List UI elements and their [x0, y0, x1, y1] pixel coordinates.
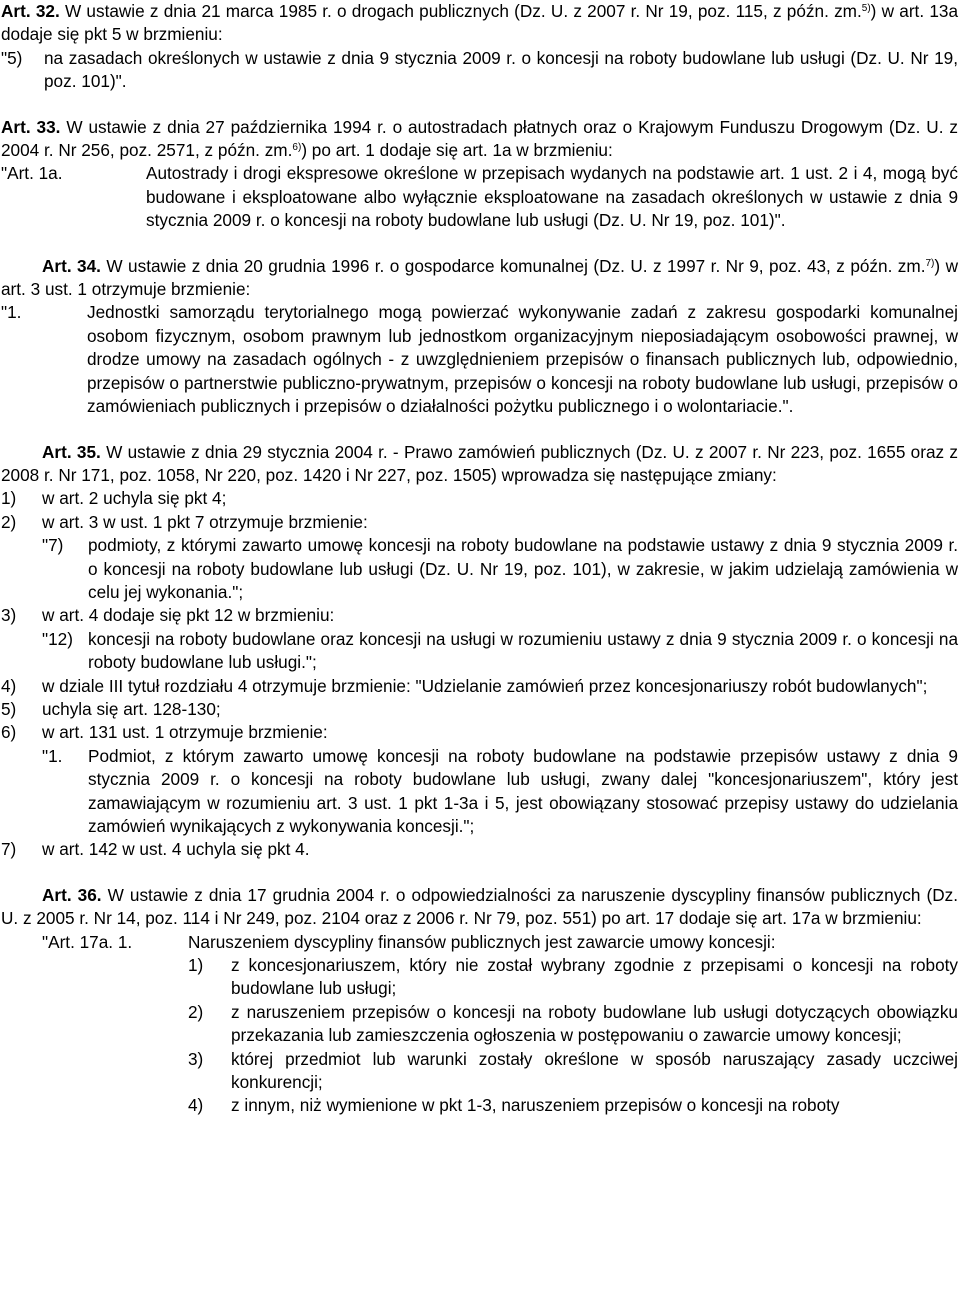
item-label: "1.	[1, 302, 22, 323]
item-text: na zasadach określonych w ustawie z dnia 9 stycznia 2009 r. o koncesji na roboty budowlane lub usługi (Dz. U. Nr 19, poz. 101)".	[44, 47, 958, 92]
list-item-label: "7)	[42, 535, 64, 556]
list-item-text: w dziale III tytuł rozdziału 4 otrzymuje brzmienie: "Udzielanie zamówień przez koncesjonariuszy robót budowlanych";	[42, 675, 928, 696]
list-item-text: w art. 131 ust. 1 otrzymuje brzmienie:	[42, 722, 328, 743]
list-item-label: 1)	[1, 488, 17, 509]
list-item	[1, 838, 958, 861]
article-36-text: W ustawie z dnia 17 grudnia 2004 r. o odpowiedzialności za naruszenie dyscypliny finansów publicznych (Dz. U. z 2005 r. Nr 14, poz. 114 i Nr 249, poz. 2104 oraz z 2006 r. Nr 79, poz. 551) po art. 17 dodaje się art. 17a w brzmieniu:	[1, 884, 958, 929]
article-33-text-cont: ) po art. 1 dodaje się art. 1a w brzmieniu:	[301, 140, 613, 161]
list-item-label: "12)	[42, 628, 73, 649]
item-label: "Art. 1a.	[1, 163, 63, 184]
list-item	[42, 628, 958, 675]
list-item-label: 1)	[188, 955, 204, 976]
list-item-text: w art. 2 uchyla się pkt 4;	[42, 488, 227, 509]
list-item-label: 6)	[1, 722, 17, 743]
list-item	[1, 721, 958, 744]
article-33-label: Art. 33.	[1, 116, 61, 137]
footnote-ref-7[interactable]: 7)	[925, 257, 935, 269]
article-35	[1, 441, 958, 488]
list-item	[1, 511, 958, 534]
article-36-label: Art. 36.	[42, 884, 102, 905]
list-item	[188, 954, 958, 1001]
item-text: Autostrady i drogi ekspresowe określone w przepisach wydanych na podstawie art. 1 ust. 2 i 4, mogą być budowane i eksploatowane albo wyłącznie eksploatowane na zasadach określonych w ustawie z dnia 9 stycznia 2009 r. o koncesji na roboty budowlane lub usługi (Dz. U. Nr 19, poz. 101)".	[146, 163, 958, 231]
item-label: "Art. 17a. 1.	[42, 931, 133, 952]
footnote-ref-6[interactable]: 6)	[292, 142, 302, 154]
list-item	[1, 675, 958, 698]
list-item-text: z innym, niż wymienione w pkt 1-3, naruszeniem przepisów o koncesji na roboty	[231, 1095, 840, 1116]
footnote-ref-5[interactable]: 5)	[861, 3, 871, 14]
article-34	[1, 255, 958, 302]
article-33-item	[1, 162, 958, 232]
list-item	[188, 1048, 958, 1095]
list-item-text: w art. 4 dodaje się pkt 12 w brzmieniu:	[42, 605, 335, 626]
list-item-text: z naruszeniem przepisów o koncesji na roboty budowlane lub usługi dotyczących obowiązku przekazania lub zamieszczenia ogłoszenia w postępowaniu o zawarcie umowy koncesji;	[231, 1001, 958, 1046]
list-item-text: której przedmiot lub warunki zostały określone w sposób naruszający zasady uczciwej konkurencji;	[231, 1048, 958, 1093]
list-item-text: uchyla się art. 128-130;	[42, 698, 221, 719]
article-32-label: Art. 32.	[1, 1, 60, 21]
article-32-item	[1, 47, 958, 94]
list-item-label: "1.	[42, 745, 63, 766]
list-item-text: Podmiot, z którym zawarto umowę koncesji na roboty budowlane na podstawie przepisów ustawy z dnia 9 stycznia 2009 r. o koncesji na roboty budowlane lub usługi, zwany dalej "koncesjonariuszem", który jest zamawiającym w rozumieniu art. 3 ust. 1 pkt 1-3a i 5, jest obowiązany stosować przepisy ustawy do udzielania zamówień wynikających z wykonywania koncesji.";	[88, 745, 958, 836]
list-item-label: 4)	[188, 1095, 204, 1116]
list-item	[188, 1094, 958, 1117]
list-item	[42, 745, 958, 839]
list-item-text: w art. 3 w ust. 1 pkt 7 otrzymuje brzmienie:	[42, 511, 368, 532]
list-item	[1, 698, 958, 721]
document-page	[1, 0, 958, 1118]
list-item	[188, 1001, 958, 1048]
article-33	[1, 116, 958, 163]
list-item-text: z koncesjonariuszem, który nie został wybrany zgodnie z przepisami o koncesji na roboty budowlane lub usługi;	[231, 955, 958, 999]
list-item	[1, 487, 958, 510]
list-item-text: koncesji na roboty budowlane oraz koncesji na usługi w rozumieniu ustawy z dnia 9 stycznia 2009 r. o koncesji na roboty budowlane lub usługi.";	[88, 628, 958, 673]
article-34-label: Art. 34.	[42, 255, 101, 276]
list-item-label: 7)	[1, 839, 17, 860]
list-item	[1, 604, 958, 627]
article-34-text-cont: ) w art. 3 ust. 1 otrzymuje brzmienie:	[1, 255, 958, 300]
article-32-text-cont: ) w art. 13a dodaje się pkt 5 w brzmieniu:	[1, 1, 958, 45]
list-item-label: 3)	[188, 1048, 204, 1069]
article-35-label: Art. 35.	[42, 441, 101, 462]
article-35-text: W ustawie z dnia 29 stycznia 2004 r. - Prawo zamówień publicznych (Dz. U. z 2007 r. Nr 223, poz. 1655 oraz z 2008 r. Nr 171, poz. 1058, Nr 220, poz. 1420 i Nr 227, poz. 1505) wprowadza się następujące zmiany:	[1, 441, 958, 485]
article-33-text: W ustawie z dnia 27 października 1994 r. o autostradach płatnych oraz o Krajowym Funduszu Drogowym (Dz. U. z 2004 r. Nr 256, poz. 2571, z późn. zm.	[1, 116, 958, 161]
article-34-text: W ustawie z dnia 20 grudnia 1996 r. o gospodarce komunalnej (Dz. U. z 1997 r. Nr 9, poz. 43, z późn. zm.	[100, 255, 926, 276]
list-item-text: podmioty, z którymi zawarto umowę koncesji na roboty budowlane na podstawie ustawy z dnia 9 stycznia 2009 r. o koncesji na roboty budowlane lub usługi (Dz. U. Nr 19, poz. 101), w zakresie, w jakim udzielają zamówienia w celu jej wykonania.";	[88, 535, 958, 602]
article-34-item	[1, 301, 958, 418]
list-item-label: 4)	[1, 675, 17, 696]
item-label: "5)	[1, 47, 23, 68]
list-item-text: w art. 142 w ust. 4 uchyla się pkt 4.	[42, 839, 310, 860]
article-32-text: W ustawie z dnia 21 marca 1985 r. o drogach publicznych (Dz. U. z 2007 r. Nr 19, poz. 115, z późn. zm.	[59, 1, 862, 21]
item-text: Jednostki samorządu terytorialnego mogą powierzać wykonywanie zadań z zakresu gospodarki komunalnej osobom fizycznym, osobom prawnym lub jednostkom organizacyjnym nieposiadającym osobowości prawnej, w drodze umowy na zasadach ogólnych - z uwzględnieniem przepisów o finansach publicznych lub, odpowiednio, przepisów o partnerstwie publiczno-prywatnym, przepisów o koncesji na roboty budowlane lub usługi, przepisów o zamówieniach publicznych i przepisów o działalności pożytku publicznego i o wolontariacie.".	[87, 302, 958, 417]
list-item-label: 3)	[1, 605, 17, 626]
article-36	[1, 884, 958, 931]
article-32	[1, 0, 958, 47]
list-item-label: 5)	[1, 698, 17, 719]
list-item-label: 2)	[1, 511, 17, 532]
article-36-item	[42, 931, 958, 954]
list-item	[42, 534, 958, 604]
list-item-label: 2)	[188, 1001, 204, 1022]
item-text: Naruszeniem dyscypliny finansów publicznych jest zawarcie umowy koncesji:	[188, 931, 776, 952]
